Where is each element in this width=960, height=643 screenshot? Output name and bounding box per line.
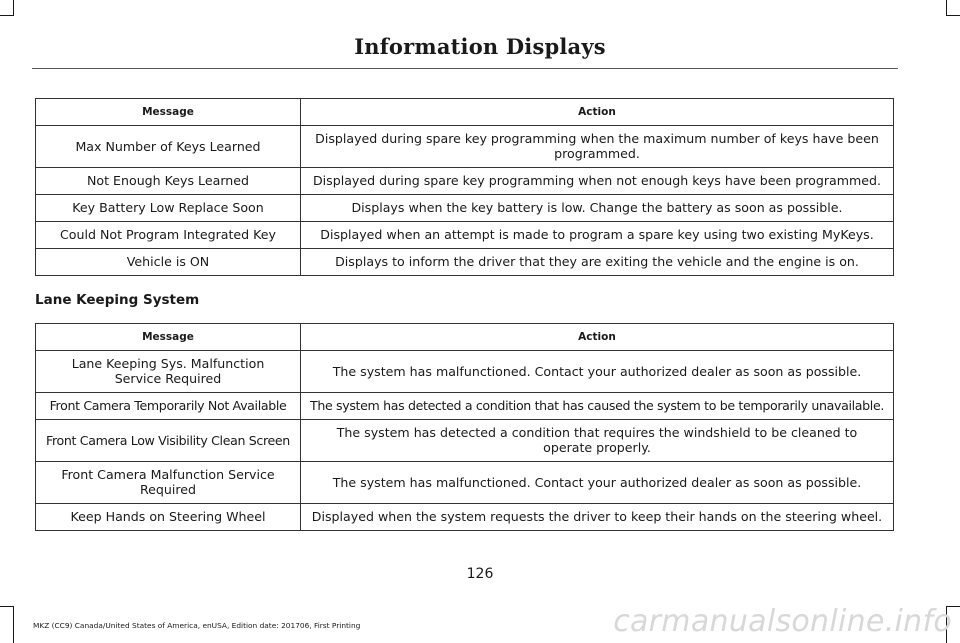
- action-cell: Displayed during spare key programming when the maximum number of keys have been programmed.: [301, 126, 894, 168]
- message-cell: Vehicle is ON: [36, 249, 301, 276]
- message-cell: Front Camera Temporarily Not Available: [36, 393, 301, 420]
- key-messages-table: [35, 98, 894, 276]
- table-row: [36, 168, 894, 195]
- message-cell: Not Enough Keys Learned: [36, 168, 301, 195]
- footer-edition-text: MKZ (CC9) Canada/United States of America, enUSA, Edition date: 201706, First Printing: [33, 621, 361, 630]
- message-cell: Front Camera Malfunction Service Required: [36, 462, 301, 504]
- watermark: carmanualsonline.info: [613, 604, 952, 639]
- action-column-header: Action: [301, 324, 894, 351]
- message-column-header: Message: [36, 99, 301, 126]
- page-number: 126: [466, 566, 494, 582]
- crop-mark-bottom-left-v: [13, 606, 14, 643]
- action-cell: The system has malfunctioned. Contact your authorized dealer as soon as possible.: [301, 351, 894, 393]
- message-cell: Keep Hands on Steering Wheel: [36, 504, 301, 531]
- crop-mark-bottom-left-h: [0, 606, 14, 607]
- action-cell: The system has malfunctioned. Contact your authorized dealer as soon as possible.: [301, 462, 894, 504]
- action-cell: The system has detected a condition that requires the windshield to be cleaned to operate properly.: [301, 420, 894, 462]
- message-cell: Key Battery Low Replace Soon: [36, 195, 301, 222]
- action-cell: Displayed when an attempt is made to program a spare key using two existing MyKeys.: [301, 222, 894, 249]
- message-cell: Front Camera Low Visibility Clean Screen: [36, 420, 301, 462]
- message-cell: Max Number of Keys Learned: [36, 126, 301, 168]
- table-row: [36, 462, 894, 504]
- action-cell: The system has detected a condition that has caused the system to be temporarily unavailable.: [301, 393, 894, 420]
- table-row: [36, 351, 894, 393]
- page-title: Information Displays: [354, 34, 606, 59]
- table-row: [36, 249, 894, 276]
- message-cell: Could Not Program Integrated Key: [36, 222, 301, 249]
- action-cell: Displays when the key battery is low. Change the battery as soon as possible.: [301, 195, 894, 222]
- crop-mark-top-left-v: [13, 0, 14, 15]
- title-divider: [32, 68, 898, 69]
- table-row: [36, 195, 894, 222]
- table-row: [36, 126, 894, 168]
- action-cell: Displays to inform the driver that they are exiting the vehicle and the engine is on.: [301, 249, 894, 276]
- action-cell: Displayed during spare key programming when not enough keys have been programmed.: [301, 168, 894, 195]
- table-row: [36, 420, 894, 462]
- crop-mark-top-right-v: [946, 0, 947, 15]
- table-header-row: [36, 324, 894, 351]
- table-row: [36, 393, 894, 420]
- crop-mark-top-right-h: [946, 15, 960, 16]
- message-cell: Lane Keeping Sys. Malfunction Service Required: [36, 351, 301, 393]
- table-row: [36, 222, 894, 249]
- message-column-header: Message: [36, 324, 301, 351]
- lane-keeping-messages-table: [35, 323, 894, 531]
- crop-mark-top-left-h: [0, 15, 14, 16]
- table-row: [36, 504, 894, 531]
- action-column-header: Action: [301, 99, 894, 126]
- action-cell: Displayed when the system requests the driver to keep their hands on the steering wheel.: [301, 504, 894, 531]
- table-header-row: [36, 99, 894, 126]
- section-heading: Lane Keeping System: [35, 292, 200, 308]
